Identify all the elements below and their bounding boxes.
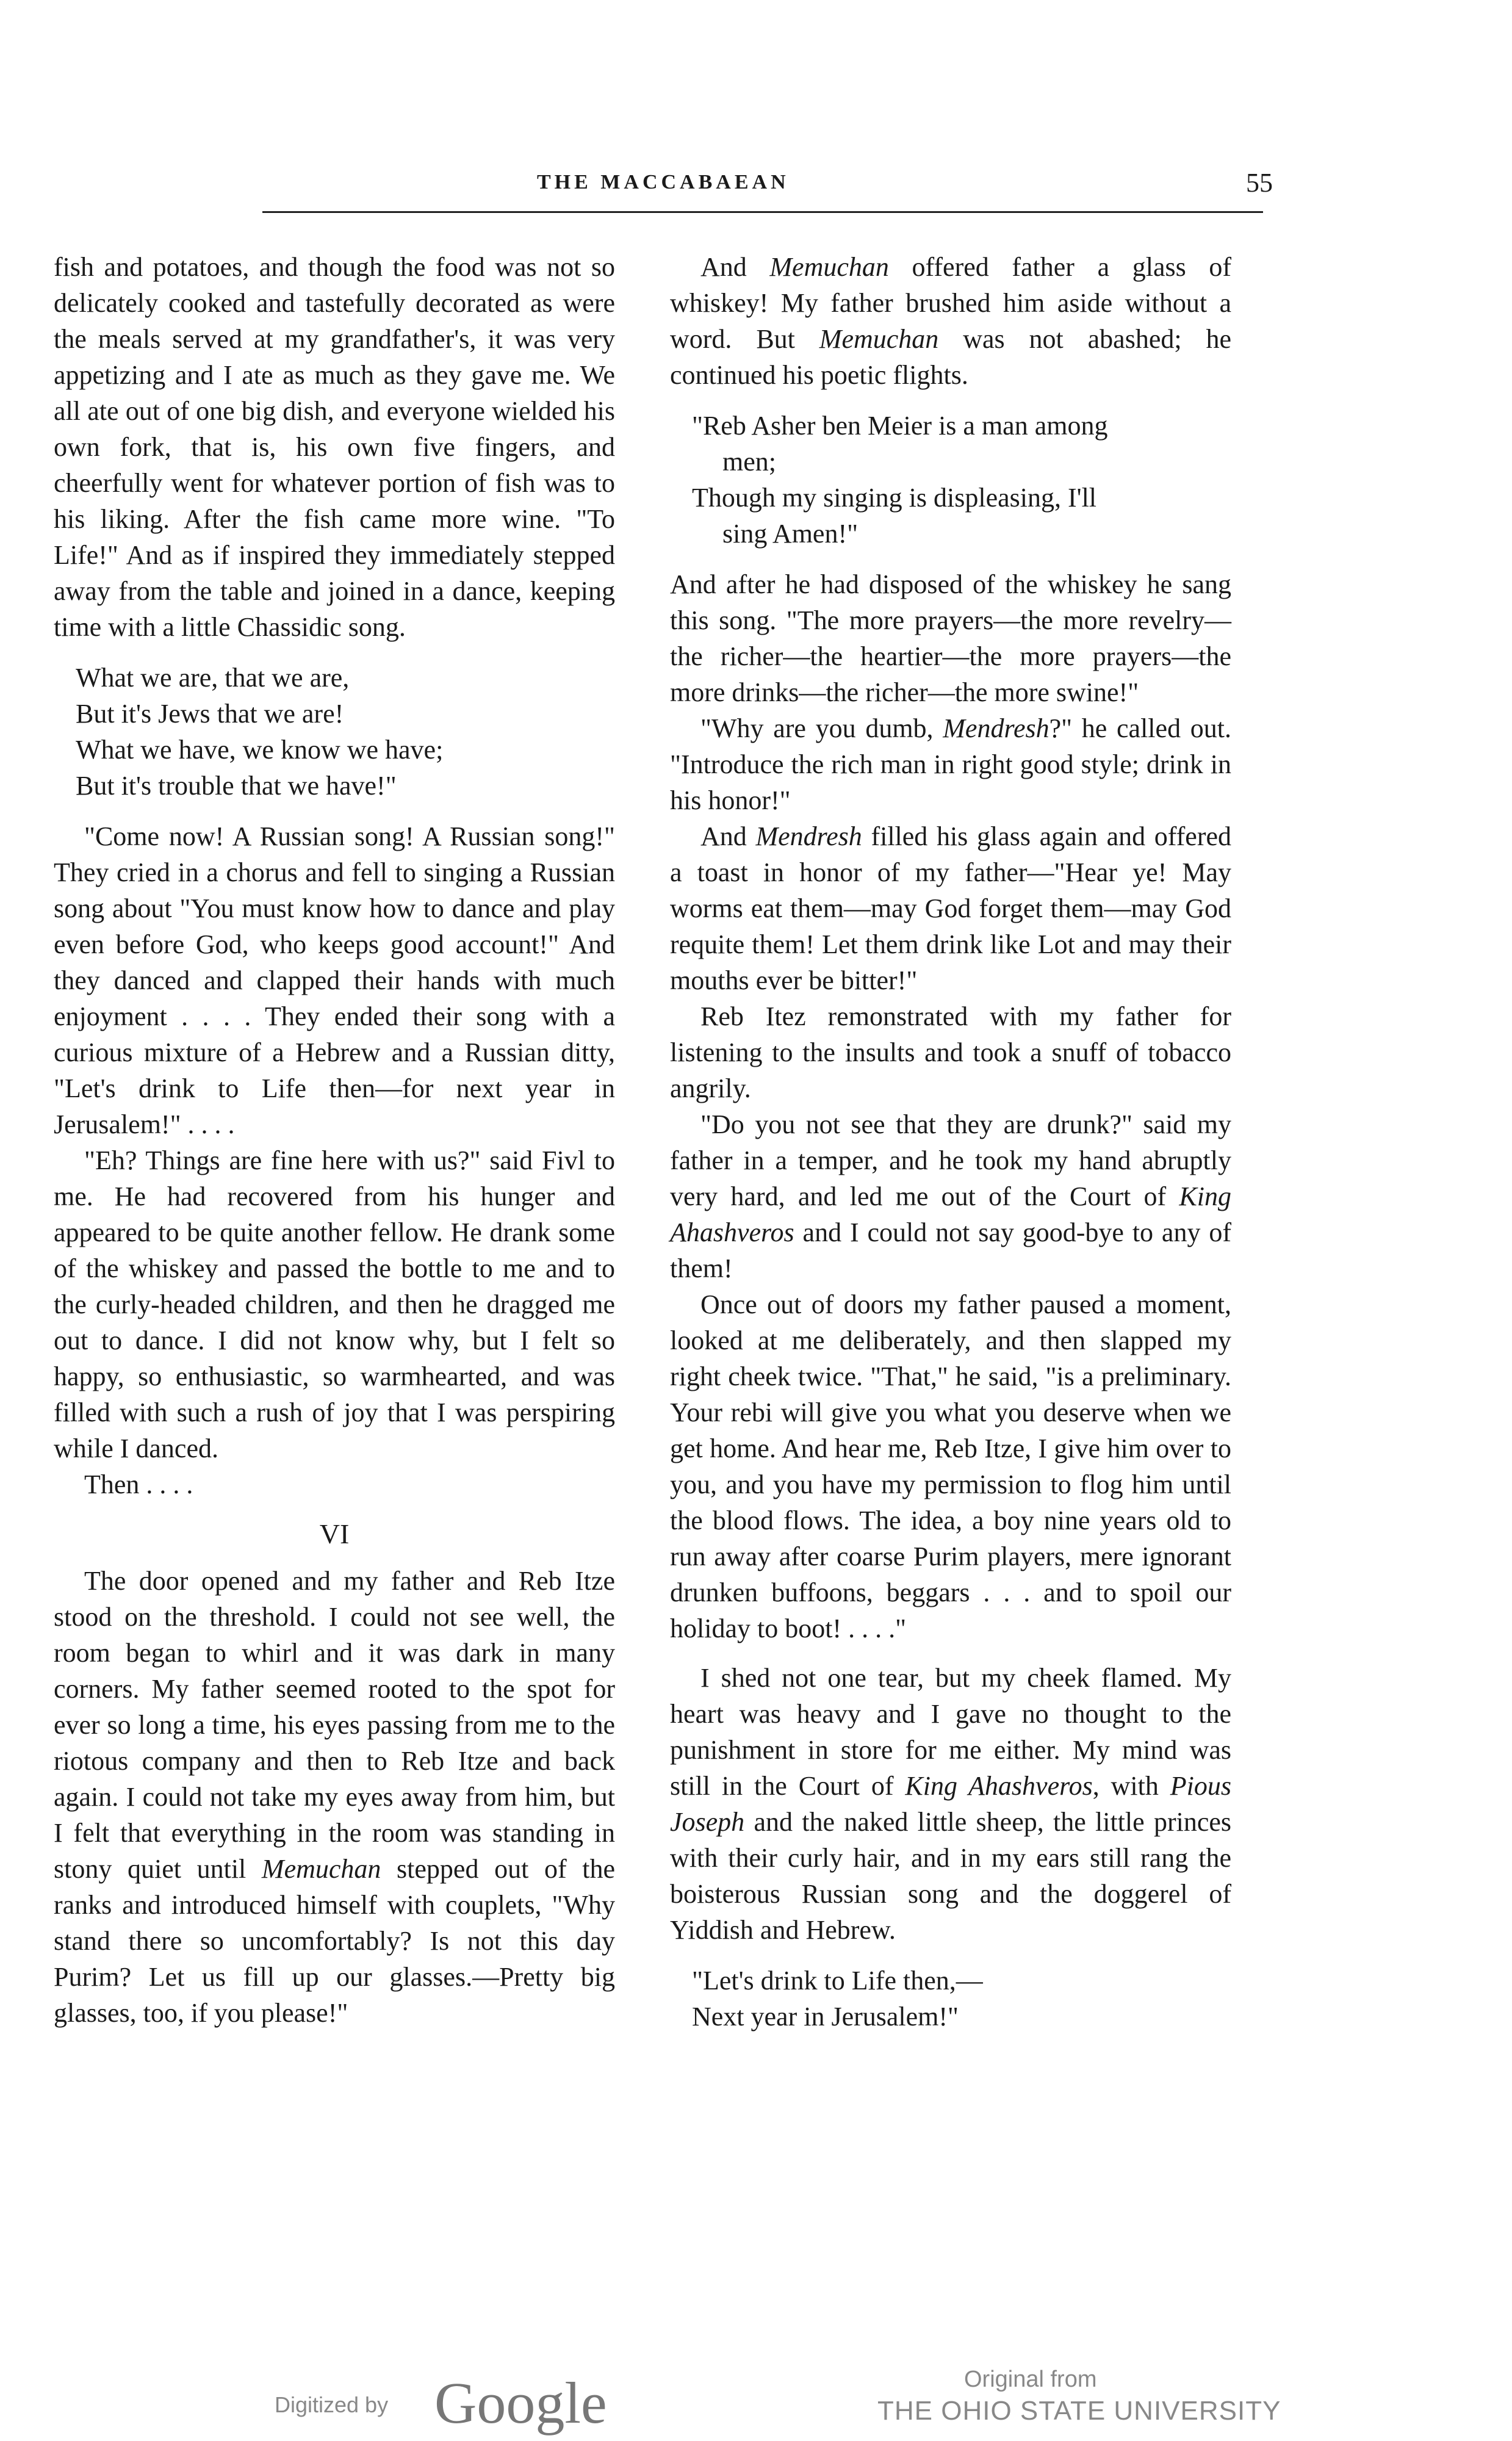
verse-line: "Reb Asher ben Meier is a man among — [692, 411, 1108, 441]
place-name: King Ahashveros — [670, 1181, 1231, 1247]
verse-line: men; — [722, 447, 776, 477]
character-name: Memuchan — [769, 252, 889, 282]
text-run: "Do you not see that they are drunk?" said my father in a temper, and he took my hand abruptly very hard, and led me out of the Court of — [670, 1109, 1231, 1211]
verse-line: What we are, that we are, — [76, 663, 350, 693]
text-run: And — [700, 252, 770, 282]
google-logo: Google — [434, 2370, 607, 2436]
paragraph: "Eh? Things are fine here with us?" said Fivl to me. He had recovered from his hunger and appeared to be quite another fellow. He drank some of the whiskey and passed the bottle to me and to the curly-headed children, and then he dragged me out to dance. I did not know why, but I felt so happy, so enthusiastic, so warmhearted, and was filled with such a rush of joy that I was perspiring while I danced. — [54, 1145, 615, 1463]
text-run: offered father a glass of whiskey! My father brushed him aside without a word. But — [670, 252, 1231, 354]
character-name: Memuchan — [819, 324, 939, 354]
paragraph: And after he had disposed of the whiskey he sang this song. "The more prayers—the more revelry—the richer—the heartier—the more prayers—the more drinks—the richer—the more swine!" — [670, 569, 1231, 707]
text-run: and the naked little sheep, the little princes with their curly hair, and in my ears still rang the boisterous Russian song and the doggerel of Yiddish and Hebrew. — [670, 1807, 1231, 1945]
text-run: stepped out of the ranks and introduced himself with couplets, "Why stand there so uncomfortably? Is not this day Purim? Let us fill up our glasses.—Pretty big glasses, too, if you please!" — [54, 1854, 616, 2028]
paragraph — [670, 1106, 1231, 1286]
paragraph: Once out of doors my father paused a moment, looked at me deliberately, and then slapped my right cheek twice. "That," he said, "is a preliminary. Your rebi will give you what you deserve when we get home. And hear me, Reb Itze, I give him over to you, and you have my permission to flog him until the blood flows. The idea, a boy nine years old to run away after coarse Purim players, mere ignorant drunken buffoons, beggars . . . and to spoil our holiday to boot! . . . ." — [670, 1289, 1231, 1643]
verse-line: sing Amen!" — [722, 519, 859, 549]
verse-chassidic-song — [76, 660, 615, 804]
paragraph — [670, 710, 1231, 818]
digitized-by-label: Digitized by — [275, 2392, 389, 2417]
page-header — [0, 168, 1512, 226]
paragraph — [670, 249, 1231, 393]
character-name: Mendresh — [943, 713, 1049, 743]
running-title: THE MACCABAEAN — [537, 171, 790, 193]
section-heading: VI — [319, 1518, 350, 1549]
character-name: Memuchan — [261, 1854, 381, 1884]
text-run: The door opened and my father and Reb Itze stood on the threshold. I could not see well, the room began to whirl and it was dark in many corners. My father seemed rooted to the spot for ever so long a time, his eyes passing from me to the riotous company and then to Reb Itze and back again. I could not take my eyes away from him, but I felt that everything in the room was standing in stony quiet until — [54, 1566, 615, 1884]
paragraph — [54, 1563, 615, 2031]
verse-line: What we have, we know we have; — [76, 735, 444, 765]
verse-line: Though my singing is displeasing, I'll — [692, 483, 1097, 513]
place-name: King Ahashveros — [905, 1771, 1093, 1801]
verse-line: "Let's drink to Life then,— — [692, 1966, 983, 1996]
text-run: , with — [1092, 1771, 1170, 1801]
text-run: And — [700, 821, 756, 851]
original-from-label: Original from — [964, 2367, 1097, 2392]
right-column — [670, 249, 1231, 2049]
paragraph: Then . . . . — [84, 1469, 193, 1499]
text-run: and I could not say good-bye to any of them! — [670, 1217, 1231, 1283]
paragraph — [670, 818, 1231, 998]
verse-line: But it's trouble that we have!" — [76, 771, 397, 801]
left-column — [54, 249, 615, 2031]
university-label: THE OHIO STATE UNIVERSITY — [877, 2396, 1281, 2426]
verse-closing — [692, 1963, 1231, 2035]
verse-couplet — [692, 408, 1231, 552]
text-run: I shed not one tear, but my cheek flamed. My heart was heavy and I gave no thought to the punishment in store for me either. My mind was still in the Court of — [670, 1663, 1231, 1801]
header-rule — [262, 211, 1263, 213]
paragraph: Reb Itez remonstrated with my father for listening to the insults and took a snuff of tobacco angrily. — [670, 1001, 1231, 1103]
text-run: was not abashed; he continued his poetic flights. — [670, 324, 1231, 390]
text-run: "Why are you dumb, — [700, 713, 943, 743]
paragraph: fish and potatoes, and though the food was not so delicately cooked and tastefully decorated as were the meals served at my grandfather's, it was very appetizing and I ate as much as they gave me. We all ate out of one big dish, and everyone wielded his own fork, that is, his own five fingers, and cheerfully went for whatever portion of fish was to his liking. After the fish came more wine. "To Life!" And as if inspired they immediately stepped away from the table and joined in a dance, keeping time with a little Chassidic song. — [54, 252, 615, 642]
verse-line: Next year in Jerusalem!" — [692, 2002, 959, 2032]
character-name: Pious Joseph — [670, 1771, 1231, 1837]
paragraph — [670, 1660, 1231, 1948]
text-run: filled his glass again and offered a toast in honor of my father—"Hear ye! May worms eat them—may God forget them—may God requite them! Let them drink like Lot and may their mouths ever be bitter!" — [670, 821, 1231, 995]
verse-line: But it's Jews that we are! — [76, 699, 344, 729]
page-number: 55 — [1246, 168, 1273, 198]
character-name: Mendresh — [755, 821, 862, 851]
digitization-footer — [0, 2367, 1512, 2441]
text-run: ?" he called out. "Introduce the rich man in right good style; drink in his honor!" — [670, 713, 1231, 815]
paragraph: "Come now! A Russian song! A Russian song!" They cried in a chorus and fell to singing a Russian song about "You must know how to dance and play even before God, who keeps good account!" And they danced and clapped their hands with much enjoyment . . . . They ended their song with a curious mixture of a Hebrew and a Russian ditty, "Let's drink to Life then—for next year in Jerusalem!" . . . . — [54, 821, 615, 1139]
